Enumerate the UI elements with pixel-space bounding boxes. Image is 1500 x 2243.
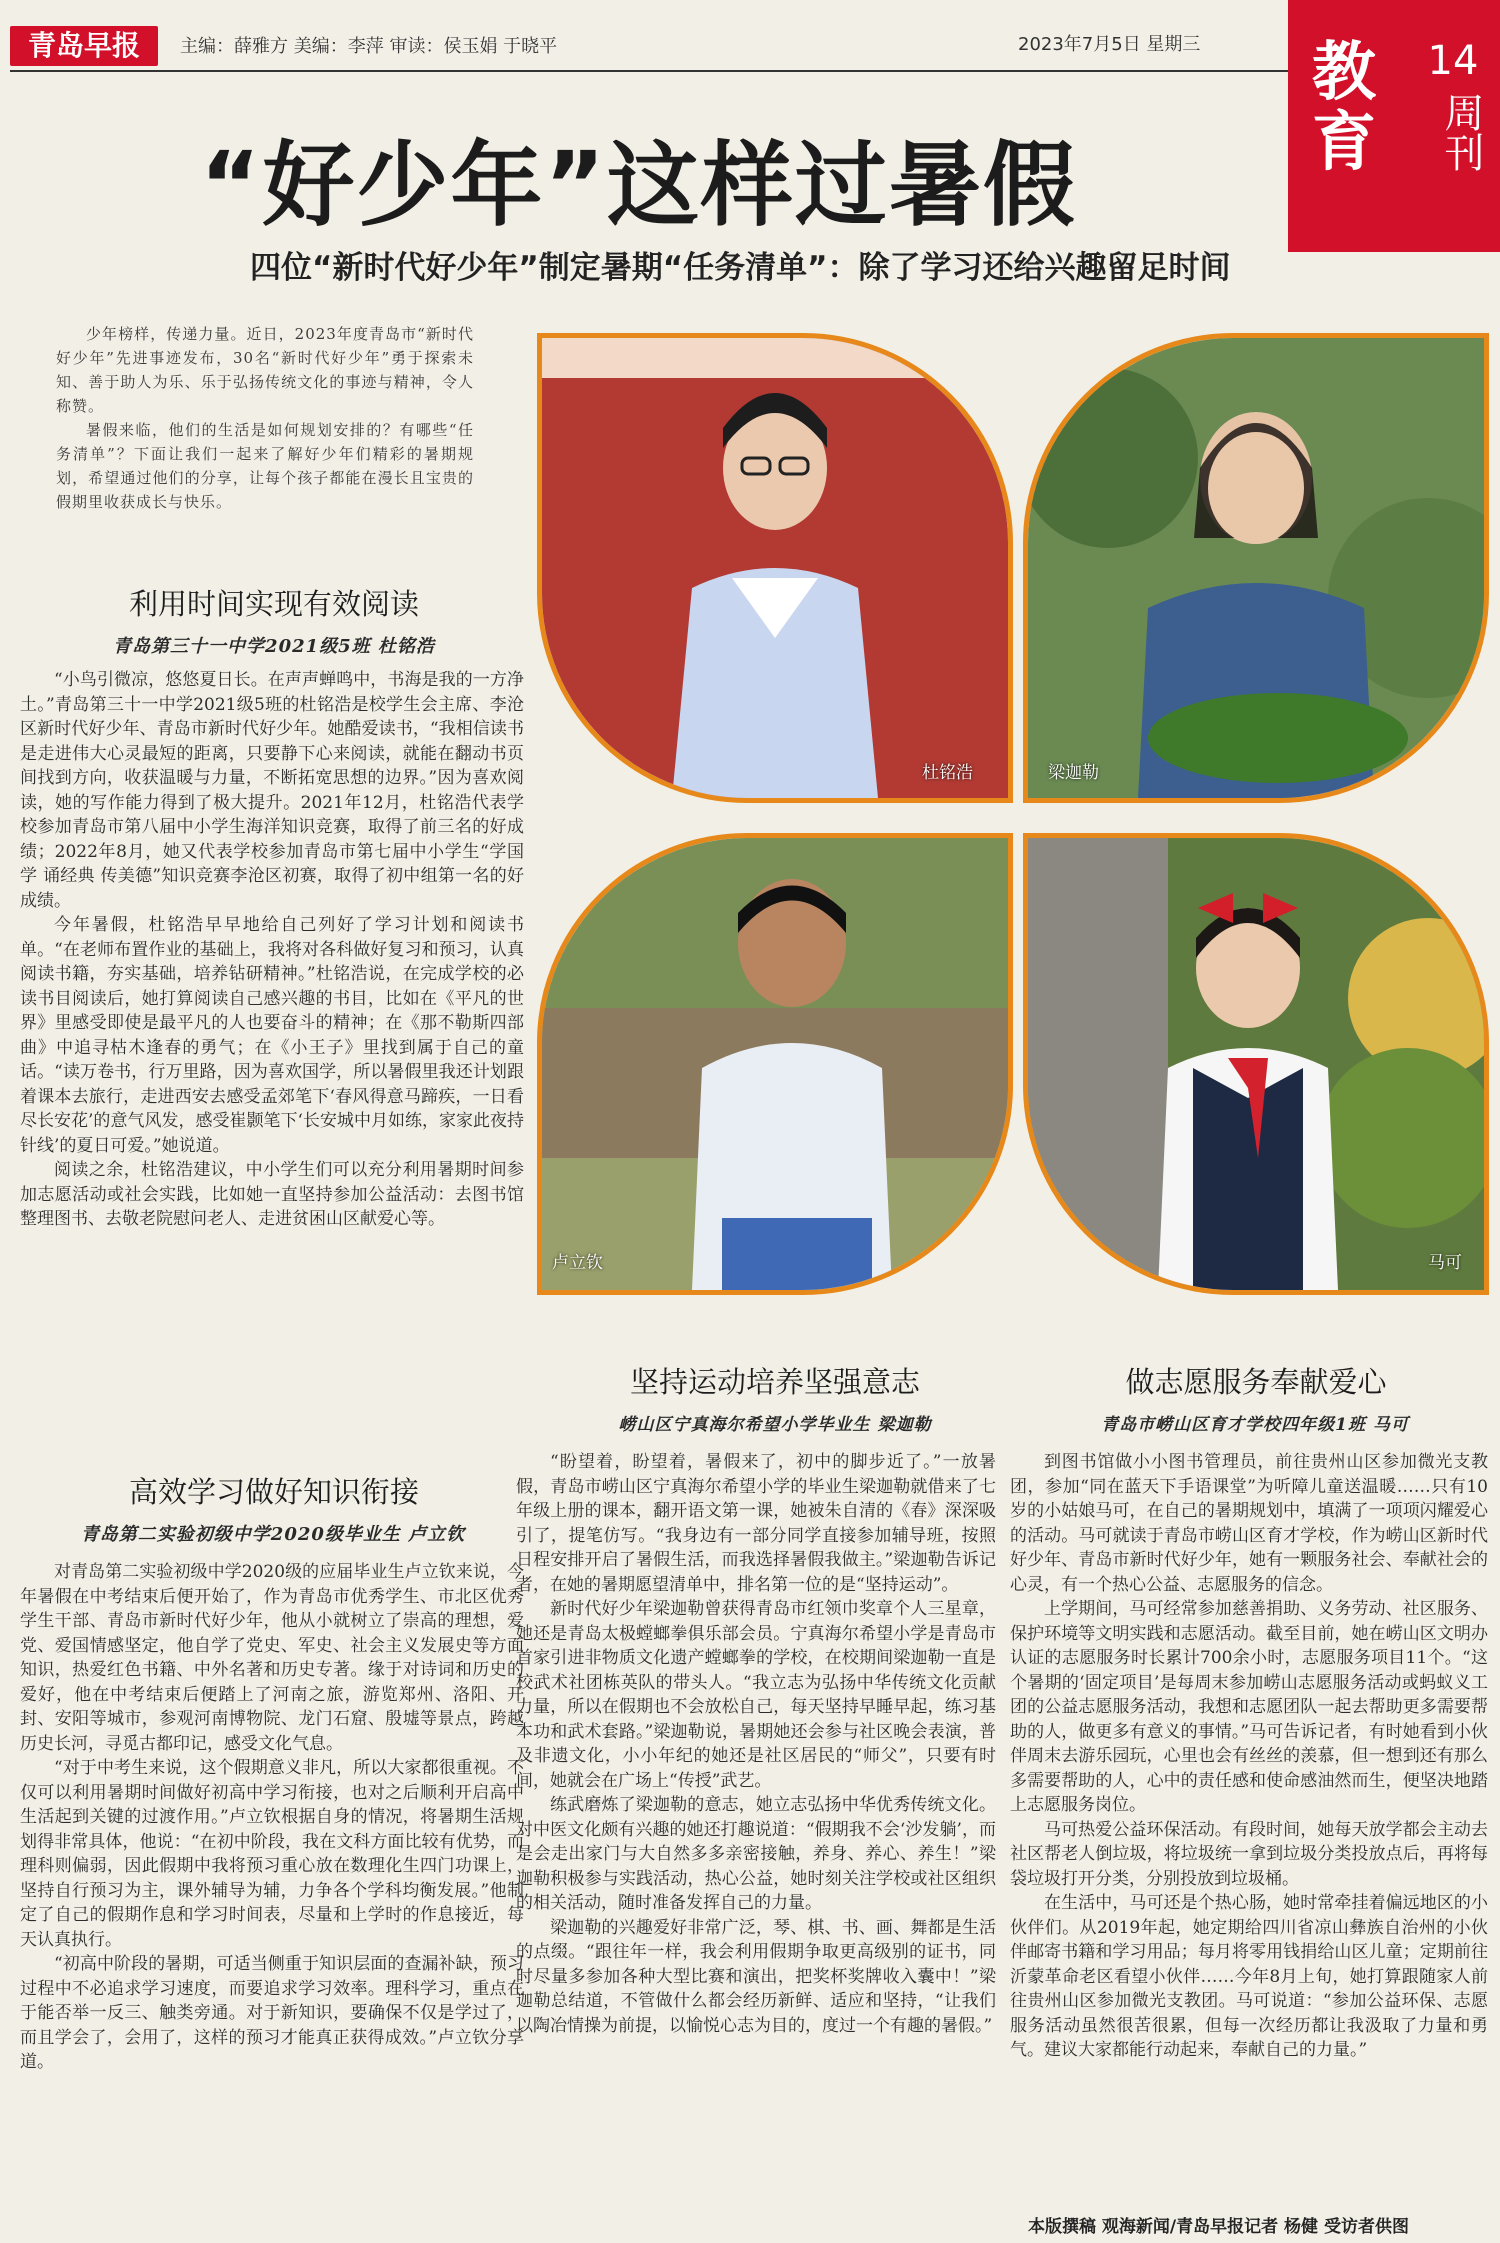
editor-credits: 主编：薛雅方 美编：李萍 审读：侯玉娟 于晓平 xyxy=(180,36,558,57)
article-paragraph: 对青岛第二实验初级中学2020级的应届毕业生卢立钦来说，今年暑假在中考结束后便开始了，作为青岛市优秀学生、市北区优秀学生干部、青岛市新时代好少年，他从小就树立了崇高的理想，爱党、爱国情感坚定，他自学了党史、军史、社会主义发展史等方面知识，热爱红色书籍、中外名著和历史专著。缘于对诗词和历史的爱好，他在中考结束后便踏上了河南之旅，游览郑州、洛阳、开封、安阳等城市，参观河南博物院、龙门石窟、殷墟等景点，跨越历史长河，寻觅古都印记，感受文化气息。 xyxy=(20,1562,524,1754)
article-paragraph: 上学期间，马可经常参加慈善捐助、义务劳动、社区服务、保护环境等文明实践和志愿活动。截至目前，她在崂山区文明办认证的志愿服务时长累计700余小时，志愿服务项目11个。“这个暑期的‘固定项目’是每周末参加崂山志愿服务活动或蚂蚁义工团的公益志愿服务活动，我想和志愿团队一起去帮助更多需要帮助的人，做更多有意义的事情。”马可告诉记者，有时她看到小伙伴周末去游乐园玩，心里也会有丝丝的羡慕，但一想到还有那么多需要帮助的人，心中的责任感和使命感油然而生，便坚决地踏上志愿服务岗位。 xyxy=(1010,1599,1488,1815)
article-paragraph: 练武磨炼了梁迦勒的意志，她立志弘扬中华优秀传统文化。对中医文化颇有兴趣的她还打趣说道：“假期我不会‘沙发躺’，而是会走出家门与大自然多多亲密接触，养身、养心、养生！”梁迦勒积极参与实践活动，热心公益，她时刻关注学校或社区组织的相关活动，随时准备发挥自己的力量。 xyxy=(516,1795,996,1913)
article-paragraph: 新时代好少年梁迦勒曾获得青岛市红领巾奖章个人三星章，她还是青岛太极螳螂拳俱乐部会员。宁真海尔希望小学是青岛市首家引进非物质文化遗产螳螂拳的学校，在校期间梁迦勒一直是校武术社团栋英队的带头人。“我立志为弘扬中华传统文化贡献力量，所以在假期也不会放松自己，每天坚持早睡早起，练习基本功和武术套路。”梁迦勒说，暑期她还会参与社区晚会表演，普及非遗文化，小小年纪的她还是社区居民的“师父”，只要有时间，她就会在广场上“传授”武艺。 xyxy=(516,1599,996,1791)
photo-caption: 梁迦勒 xyxy=(1048,763,1099,783)
photo-caption: 卢立钦 xyxy=(552,1253,603,1273)
photo-du-minghao xyxy=(537,333,1013,803)
supplement-name: 周刊 xyxy=(1438,92,1484,172)
section-name: 教育 xyxy=(1312,36,1376,180)
study-byline: 青岛第二实验初级中学2020级毕业生 卢立钦 xyxy=(80,1524,466,1545)
portrait-image xyxy=(542,338,1008,798)
article-paragraph: 在生活中，马可还是个热心肠，她时常牵挂着偏远地区的小伙伴们。从2019年起，她定期给四川省凉山彝族自治州的小伙伴邮寄书籍和学习用品；每月将零用钱捐给山区儿童；定期前往沂蒙革命老区看望小伙伴……今年8月上旬，她打算跟随家人前往贵州山区参加微光支教团。马可说道：“参加公益环保、志愿服务活动虽然很苦很累，但每一次经历都让我汲取了力量和勇气。建议大家都能行动起来，奉献自己的力量。” xyxy=(1010,1893,1488,2060)
article-paragraph: 马可热爱公益环保活动。有段时间，她每天放学都会主动去社区帮老人倒垃圾，将垃圾统一拿到垃圾分类投放点后，再将每袋垃圾打开分类，分别投放到垃圾桶。 xyxy=(1010,1819,1488,1889)
study-title: 高效学习做好知识衔接 xyxy=(128,1475,419,1509)
intro xyxy=(56,322,474,514)
page-number: 14 xyxy=(1427,38,1479,84)
photo-ma-ke xyxy=(1023,833,1489,1295)
article-paragraph: 阅读之余，杜铭浩建议，中小学生们可以充分利用暑期时间参加志愿活动或社会实践，比如她一直坚持参加公益活动：去图书馆整理图书、去敬老院慰问老人、走进贫困山区献爱心等。 xyxy=(20,1160,524,1229)
masthead-divider xyxy=(10,70,1290,72)
intro-paragraph: 暑假来临，他们的生活是如何规划安排的？有哪些“任务清单”？下面让我们一起来了解好少年们精彩的暑期规划，希望通过他们的分享，让每个孩子都能在漫长且宝贵的假期里收获成长与快乐。 xyxy=(56,421,474,511)
photo-liang-jiale xyxy=(1023,333,1489,803)
photo-caption: 马可 xyxy=(1428,1253,1462,1273)
volunteer-title: 做志愿服务奉献爱心 xyxy=(1125,1365,1387,1399)
reading-byline: 青岛第三十一中学2021级5班 杜铭浩 xyxy=(113,636,435,657)
reading-body xyxy=(20,668,524,1232)
page-footer-credit: 本版撰稿 观海新闻/青岛早报记者 杨健 受访者供图 xyxy=(1028,2217,1409,2237)
sports-title: 坚持运动培养坚强意志 xyxy=(629,1365,920,1399)
portrait-image xyxy=(542,838,1008,1290)
article-paragraph: 到图书馆做小小图书管理员，前往贵州山区参加微光支教团，参加“同在蓝天下手语课堂”为听障儿童送温暖……只有10岁的小姑娘马可，在自己的暑期规划中，填满了一项项闪耀爱心的活动。马可就读于青岛市崂山区育才学校，作为崂山区新时代好少年、青岛市新时代好少年，她有一颗服务社会、奉献社会的心灵，有一个热心公益、志愿服务的信念。 xyxy=(1010,1452,1488,1595)
photo-lu-liqin xyxy=(537,833,1013,1295)
study-body xyxy=(20,1560,524,2075)
intro-paragraph: 少年榜样，传递力量。近日，2023年度青岛市“新时代好少年”先进事迹发布，30名“新时代好少年”勇于探索未知、善于助人为乐、乐于弘扬传统文化的事迹与精神，令人称赞。 xyxy=(56,325,474,415)
article-paragraph: “对于中考生来说，这个假期意义非凡，所以大家都很重视。不仅可以利用暑期时间做好初高中学习衔接，也对之后顺利开启高中生活起到关键的过渡作用。”卢立钦根据自身的情况，将暑期生活规划得非常具体，他说：“在初中阶段，我在文科方面比较有优势，而理科则偏弱，因此假期中我将预习重心放在数理化生四门功课上，坚持自行预习为主，课外辅导为辅，力争各个学科均衡发展。”他制定了自己的假期作息和学习时间表，尽量和上学时的作息接近，每天认真执行。 xyxy=(20,1758,524,1950)
sports-body xyxy=(516,1450,996,2038)
article-paragraph: “初高中阶段的暑期，可适当侧重于知识层面的查漏补缺，预习过程中不必追求学习速度，而要追求学习效率。理科学习，重点在于能否举一反三、触类旁通。对于新知识，要确保不仅是学过了，而且学会了，会用了，这样的预习才能真正获得成效。”卢立钦分享道。 xyxy=(20,1954,524,2072)
sports-byline: 崂山区宁真海尔希望小学毕业生 梁迦勒 xyxy=(618,1415,932,1435)
article-paragraph: 今年暑假，杜铭浩早早地给自己列好了学习计划和阅读书单。“在老师布置作业的基础上，我将对各科做好复习和预习，认真阅读书籍，夯实基础，培养钻研精神。”杜铭浩说，在完成学校的必读书目阅读后，她打算阅读自己感兴趣的书目，比如在《平凡的世界》里感受即使是最平凡的人也要奋斗的精神；在《那不勒斯四部曲》中追寻枯木逢春的勇气；在《小王子》里找到属于自己的童话。“读万卷书，行万里路，因为喜欢国学，所以暑假里我还计划跟着课本去旅行，走进西安去感受孟郊笔下‘春风得意马蹄疾，一日看尽长安花’的意气风发，感受崔颢笔下‘长安城中月如练，家家此夜持针线’的夏日可爱。”她说道。 xyxy=(20,915,524,1156)
headline: “好少年”这样过暑假 xyxy=(200,132,1077,239)
article-paragraph: “小鸟引微凉，悠悠夏日长。在声声蝉鸣中，书海是我的一方净土。”青岛第三十一中学2021级5班的杜铭浩是校学生会主席、李沧区新时代好少年、青岛市新时代好少年。她酷爱读书，“我相信读书是走进伟大心灵最短的距离，只要静下心来阅读，就能在翻动书页间找到方向，收获温暖与力量，不断拓宽思想的边界。”因为喜欢阅读，她的写作能力得到了极大提升。2021年12月，杜铭浩代表学校参加青岛市第八届中小学生海洋知识竞赛，取得了前三名的好成绩；2022年8月，她又代表学校参加青岛市第七届中小学生“学国学 诵经典 传美德”知识竞赛李沧区初赛，取得了初中组第一名的好成绩。 xyxy=(20,670,524,911)
volunteer-byline: 青岛市崂山区育才学校四年级1班 马可 xyxy=(1101,1415,1409,1435)
article-paragraph: “盼望着，盼望着，暑假来了，初中的脚步近了。”一放暑假，青岛市崂山区宁真海尔希望小学的毕业生梁迦勒就借来了七年级上册的课本，翻开语文第一课，她被朱自清的《春》深深吸引了，提笔仿写。“我身边有一部分同学直接参加辅导班，按照日程安排开启了暑假生活，而我选择暑假我做主。”梁迦勒告诉记者，在她的暑期愿望清单中，排名第一位的是“坚持运动”。 xyxy=(516,1452,996,1595)
photo-caption: 杜铭浩 xyxy=(922,763,973,783)
reading-title: 利用时间实现有效阅读 xyxy=(128,587,419,621)
newspaper-logo: 青岛早报 xyxy=(10,26,158,66)
portrait-image xyxy=(1028,838,1484,1290)
portrait-image xyxy=(1028,338,1484,798)
issue-date: 2023年7月5日 星期三 xyxy=(1018,34,1201,55)
volunteer-body xyxy=(1010,1450,1488,2063)
article-paragraph: 梁迦勒的兴趣爱好非常广泛，琴、棋、书、画、舞都是生活的点缀。“跟往年一样，我会利用假期争取更高级别的证书，同时尽量多参加各种大型比赛和演出，把奖杯奖牌收入囊中！”梁迦勒总结道，不管做什么都会经历新鲜、适应和坚持，“让我们以陶冶情操为前提，以愉悦心志为目的，度过一个有趣的暑假。” xyxy=(516,1917,996,2036)
subheadline: 四位“新时代好少年”制定暑期“任务清单”：除了学习还给兴趣留足时间 xyxy=(250,250,1231,286)
